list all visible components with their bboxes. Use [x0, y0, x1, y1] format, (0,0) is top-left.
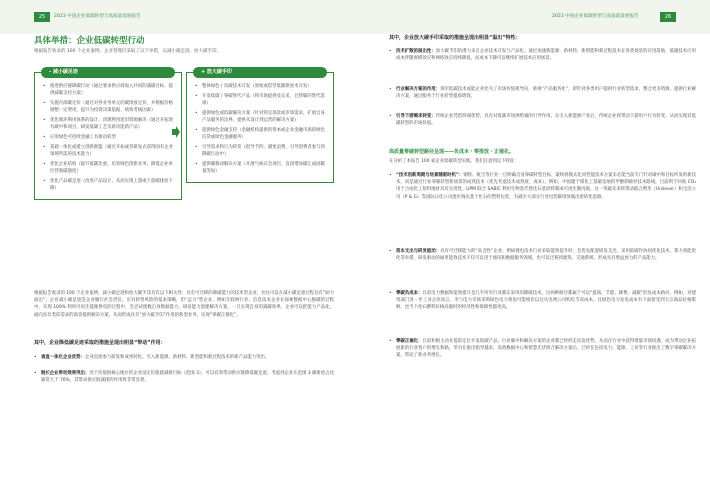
- feature-item: [389, 172, 696, 201]
- feature-text: 目前电力数据和能效提升是几乎所有行业都在采用的降碳技术，这两种路径都属于可以“提质、节能、降费、减碳”的负成本路径。例如，对建筑部门进一步工业企业而言，李与电力市场采购绿色电力将很可能相比以往从电网公司购电节省成本，且绿色电力发电成本有下面接受到大宗商品价格影响，也当下化石燃料价格高涨时的经济性和保障性都更高。: [396, 291, 696, 311]
- bullet-icon: •: [389, 249, 392, 254]
- feature-label: 零碳负成本：: [396, 291, 423, 296]
- reduce-footprint-title: - 减小碳足迹: [41, 67, 175, 78]
- list-item: • 提供绿色金融支持（金融机构提供的资本或企业金融市场的绿色信贷或绿色金融服务）: [195, 127, 327, 141]
- page-header: [0, 0, 710, 34]
- list-item: • 开发低碳 / 零碳替代产品（将市场提供受众采，且帮碳的替代选项）: [195, 93, 327, 107]
- characteristic-label: 引导下游需求转变：: [396, 114, 436, 119]
- feature-item: [389, 338, 696, 360]
- bullet-icon: •: [34, 371, 37, 376]
- bullet-icon: •: [389, 291, 392, 296]
- driver-label: 垂直一体化企业优势：: [41, 355, 85, 360]
- right-page: [355, 34, 710, 501]
- right-running-title: 2023 中国企业低碳转型与高质量发展报告: [552, 14, 639, 19]
- characteristic-text: 放大碳手印的潜力来自企业技术开发与产品化。通过加速新能源、新材料、新智能和新过程技术在各类场景的应用落地，低碳技术应用成本伴随规模效应和网络效应持续降低，而成本下降可以继续扩展技术应用场景。: [396, 49, 696, 62]
- left-page: [0, 34, 355, 501]
- feature-text: 目前积极主动在提前定位开发低碳产品、行业碳中和解决方案的企业都已经经走向发优势，从而在行业中获得增量市场机遇，成为带动企业拓展新的行业客户的增长和路，华为在推出指导越来、高效数据中心和智慧光伏组合解决方案后，已经在包括电力、能源、工业等行业推出了数字零碳解决方案，带动了新业务增长。: [396, 339, 696, 359]
- feature-label: 资本支出与研发能动：: [396, 249, 441, 254]
- bullet-icon: •: [389, 114, 392, 119]
- driver-label: 链长企业带动效果突出：: [41, 371, 90, 376]
- characteristic-item: [389, 86, 696, 100]
- reduce-footprint-box: [34, 69, 182, 200]
- characteristic-label: 行业解决方案的作用：: [396, 87, 441, 92]
- bullet-icon: •: [389, 173, 392, 178]
- driver-text: 处于价值链核心地位的企业设定价值链减排目标（范围 3），可以有效带动供应链降低碳足迹。考虑到企业在范围 3 碳排放占比通常大于 70%，其带动供应链减排的作用将非常显著。: [41, 371, 334, 384]
- characteristic-label: 技术扩散的溢出性：: [396, 49, 436, 54]
- quality-intro: 在分析了本报告 100 家企业低碳转型实践，我们注意到以下特征：: [389, 159, 519, 164]
- list-item: • 实施内部碳定价（通过对各业务单元的碳排放定价，并根据价格调整一定费用，提升为投资决策依据、绩效考核因素）: [43, 100, 175, 114]
- characteristic-item: [389, 48, 696, 62]
- list-item: • 提供碳移动解决方案（开展气候议会项目，直接增加碳汇或固碳量等加）: [195, 161, 327, 175]
- driver-text: 企业直接参与研发和成果转化，引入新能源、新材料、新型能和新过程技术的新产品能力突出。: [84, 355, 270, 360]
- feature-label: 零碳正催化：: [396, 339, 423, 344]
- driver-item: [34, 370, 334, 384]
- bullet-icon: •: [389, 339, 392, 344]
- list-item: • 引导需求和行为转变（倡导节约、避免浪费，引导消费者参与到降碳行动中）: [195, 144, 327, 158]
- left-page-number: 25: [34, 12, 50, 22]
- feature-item: [389, 290, 696, 312]
- bullet-icon: •: [389, 49, 392, 54]
- list-item: • 基础一体化或建立创新联盟（通过开拓或者研发式获得国有企业领域所需的技术能力）: [43, 144, 175, 158]
- amplify-handprint-box: [186, 69, 334, 183]
- characteristic-text: 传统企业凭借终端优势，具有对低碳市场供给端的引导作用。在引入新能源产业后，传统企业将带动下游用户行为转变，从而实现其低碳转型的市场价值。: [396, 114, 696, 127]
- list-item: • 提供绿色或低碳解决方案（针对特定场景或市场需求，扩展自身产品服务的边界，提供从设计到运营的解决方案）: [195, 110, 327, 124]
- list-item: • 优化循环利用体系的设计、清理利用废旧资源解决（通过开拓现有碳中和项目、研发低碳工艺及新功能新产品）: [43, 117, 175, 131]
- list-item: • 优化产品碳足迹（改进产品设计，从而实现上游或下游碳排放下降）: [43, 178, 175, 192]
- characteristic-text: 领军低碳技术或能企业处为了市场价值观导向，重视“产品服务化”，即针对各类用户提供行业转型需求，整合更多资源，提供行业解决方案，通过服务于行业转型提质增效。: [396, 87, 696, 100]
- analysis-paragraph: 根据报告收录的 100 个企业案例，减小碳足迹和放大碳手印具有以下相关性：具有可迁移的降碳能力的技术型企业，往往可以在减小碳足迹过程具有“助力溢出”；企业减小碳足迹是企业履行社会责任、应对转型风险的基本策略，但“远力”型企业，例如互联网行业、信息技术企业在探索数据中心脱碳的过程中，实现 100% 利用可再生能源供电的过程中，会尝试使数自身数据能力、研发能力创建解决方案。一旦实现自身的减碳效果，企业可以把能力产品化，面向具有类似需求的场景提供解决方案，从而形成具有“放大碳手印”作用的新型业务，实现“零碳正催化”。: [34, 291, 334, 318]
- list-item: • 优化企业结构（提升低碳比重、培育绿色创新业务，降低企业单位营收碳强度）: [43, 161, 175, 175]
- left-running-title: 2023 中国企业低碳转型与高质量发展报告: [54, 14, 141, 19]
- list-item: • 整体绿色 / 负碳技术开发（原始或借劳低碳排放术开发）: [195, 83, 327, 90]
- feature-text: 钢铁、航空等行业一旦明确自身零碳转型目标，最终将模式化同性能技术方案未必能当前专门针对碳中和目标所发的新技术，而是通过行业零碳转型新场景的成熟技术（优先考虑技术成熟度、成本）。例如，中国建于煤化工基础发展的甲醇制烯烃技术路线，目前利于回收 CO₂ 用于合成化工原料地材具有实用性，UPM 联合 SABIC 利用生物基代替化石基原料制成可再生聚丙烯，这一突破未来将带动联合利华（Unilever）和宝洁公司（P & G）等国际日化公司逐步淘汰基于化石的塑料包装，为减少大部分行业包装碳排放做出新转化思路。: [396, 173, 696, 200]
- characteristics-heading: 其中，企业放大碳手印采取的措施呈现出明显“溢出”特性：: [389, 35, 521, 41]
- section-intro: 根据报告收录的 100 个企业案例，企业管理层采取了以下举措，以减小碳足迹、放大碳手印。: [34, 49, 221, 54]
- bullet-icon: •: [34, 355, 37, 360]
- feature-label: “技术创新周期与场景辅驱时机”：: [396, 173, 464, 178]
- amplify-handprint-title: + 放大碳手印: [193, 67, 327, 78]
- list-item: • 应用绿色可持续金融工具推动转型: [43, 134, 175, 141]
- driver-item: [34, 354, 334, 361]
- feature-item: [389, 248, 696, 262]
- drivers-heading: 其中，企业降低碳足迹采取的措施呈现出明显“带动”作用：: [34, 340, 166, 346]
- bullet-icon: •: [389, 87, 392, 92]
- feature-text: 具有可迁移能力的“高含性”企业，例如锂电技术行业采取能效提升时，会优先配置研发支出，采用低碳作协同优化技术，算力效能优化等举措，研发驱动的通用能效技术不仅可以用于通讯和数据服务领域，也可以迁移到建筑、交通系统，形成具有增益放力的产品能力。: [396, 249, 696, 262]
- section-title: 具体举措：企业低碳转型行动: [34, 36, 145, 46]
- list-item: • 推进供应链降碳行动（通过要求供应商加入共同的减碳目标、提供减碳支持方案）: [43, 83, 175, 97]
- characteristic-item: [389, 113, 696, 127]
- right-page-number: 26: [660, 12, 676, 22]
- quality-heading: 高质量零碳转型路径呈现——负成本・零排放・正催化。: [389, 149, 515, 155]
